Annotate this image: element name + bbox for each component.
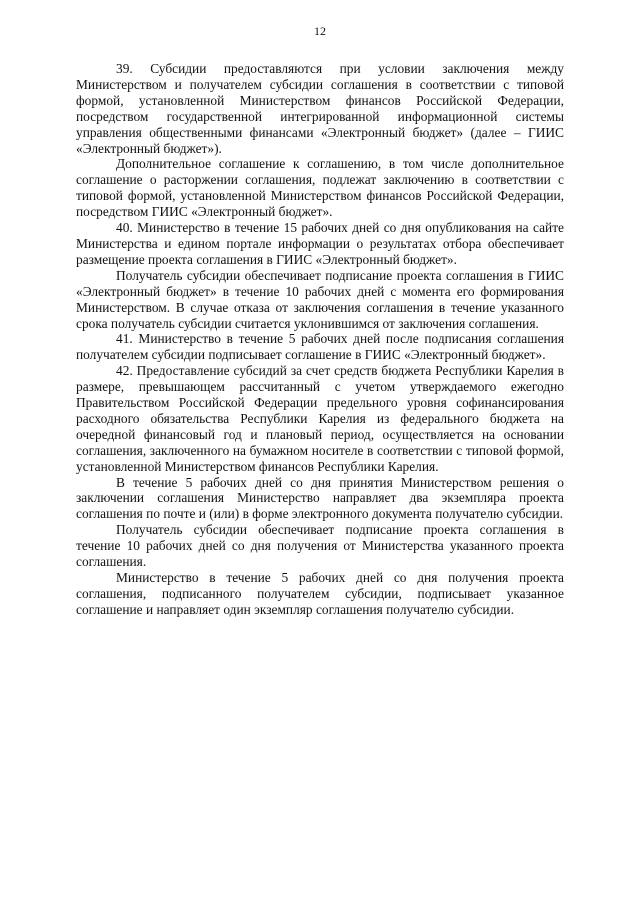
document-body [76,61,564,618]
paragraph-signing-deadline: Получатель субсидии обеспечивает подписание проекта соглашения в ГИИС «Электронный бюджет» в течение 10 рабочих дней с момента его формирования Министерством. В случае отказа от заключения соглашения в течение указанного срока получатель субсидии считается уклонившимся от заключения соглашения. [76,267,564,331]
paragraph-41: 41. Министерство в течение 5 рабочих дней после подписания соглашения получателем субсидии подписывает соглашение в ГИИС «Электронный бюджет». [76,331,564,363]
paragraph-additional-agreement: Дополнительное соглашение к соглашению, в том числе дополнительное соглашение о расторжении соглашения, подлежат заключению в соответствии с типовой формой, установленной Министерством финансов Российской Федерации, посредством ГИИС «Электронный бюджет». [76,156,564,220]
paragraph-39: 39. Субсидии предоставляются при условии заключения между Министерством и получателем субсидии соглашения в соответствии с типовой формой, установленной Министерством финансов Российской Федерации, посредством государственной интегрированной информационной системы управления общественными финансами «Электронный бюджет» (далее – ГИИС «Электронный бюджет»). [76,61,564,156]
paragraph-recipient-signing: Получатель субсидии обеспечивает подписание проекта соглашения в течение 10 рабочих дней со дня получения от Министерства указанного проекта соглашения. [76,522,564,570]
page-number: 12 [314,24,326,38]
paragraph-ministry-signing: Министерство в течение 5 рабочих дней со дня получения проекта соглашения, подписанного получателем субсидии, подписывает указанное соглашение и направляет один экземпляр соглашения получателю субсидии. [76,570,564,617]
paragraph-42: 42. Предоставление субсидий за счет средств бюджета Республики Карелия в размере, превышающем рассчитанный с учетом утверждаемого ежегодно Правительством Российской Федерации предельного уровня софинансирования расходного обязательства Республики Карелия из федерального бюджета на очередной финансовый год и плановый период, осуществляется на основании соглашения, заключенного на бумажном носителе в соответствии с типовой формой, установленной Министерством финансов Республики Карелия. [76,363,564,474]
paragraph-two-copies: В течение 5 рабочих дней со дня принятия Министерством решения о заключении соглашения Министерство направляет два экземпляра проекта соглашения по почте и (или) в форме электронного документа получателю субсидии. [76,474,564,522]
paragraph-40: 40. Министерство в течение 15 рабочих дней со дня опубликования на сайте Министерства и едином портале информации о результатах отбора обеспечивает размещение проекта соглашения в ГИИС «Электронный бюджет». [76,220,564,267]
